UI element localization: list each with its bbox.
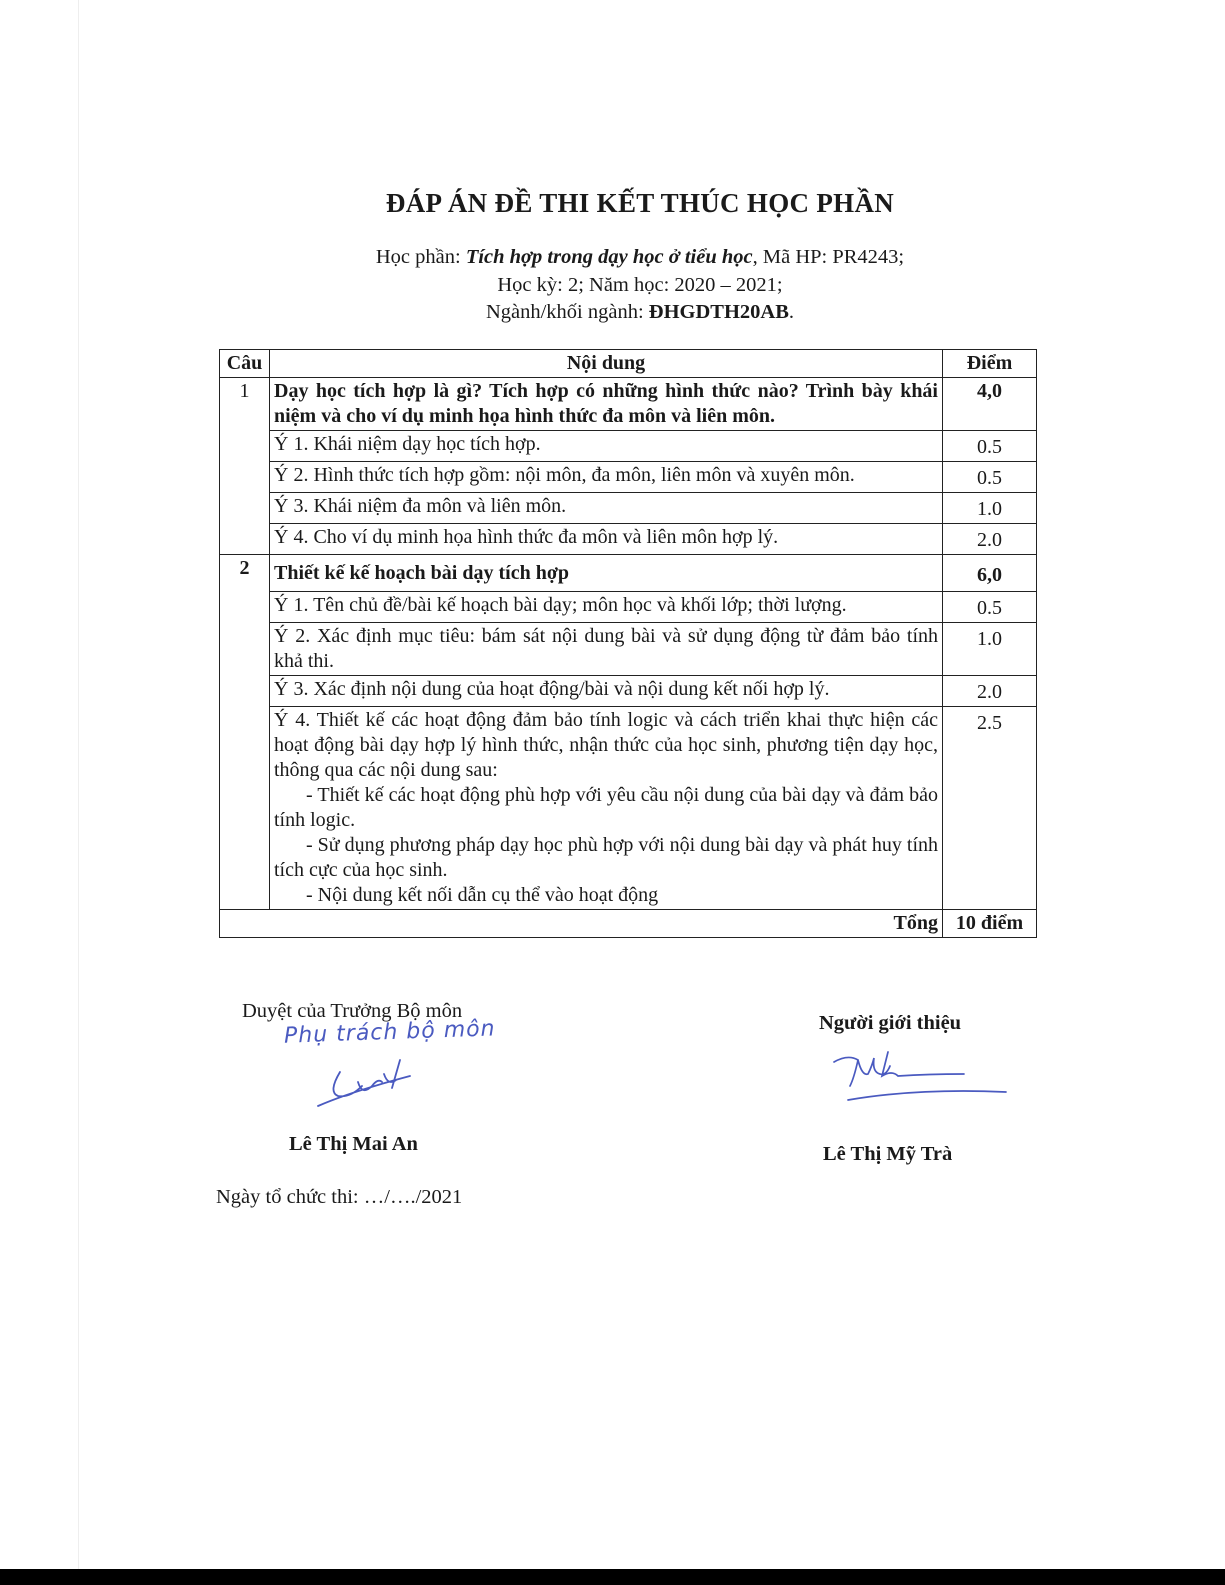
item-bullet: - Nội dung kết nối dẫn cụ thể vào hoạt động (306, 884, 659, 906)
exam-date: Ngày tổ chức thi: …/…./2021 (216, 1186, 463, 1208)
item-text: Ý 1. Tên chủ đề/bài kế hoạch bài dạy; môn học và khối lớp; thời lượng. (270, 592, 943, 623)
table-row (220, 493, 1037, 524)
item-score: 0.5 (943, 462, 1037, 493)
item-text: Ý 2. Hình thức tích hợp gồm: nội môn, đa môn, liên môn và xuyên môn. (270, 462, 943, 493)
question-score: 6,0 (943, 555, 1037, 592)
table-row (220, 378, 1037, 431)
total-label: Tổng (220, 910, 943, 938)
table-row (220, 462, 1037, 493)
table-header-row (220, 350, 1037, 378)
course-suffix: , Mã HP: PR4243; (752, 246, 905, 268)
item-score: 0.5 (943, 431, 1037, 462)
item-score: 0.5 (943, 592, 1037, 623)
table-row (220, 676, 1037, 707)
table-row (220, 524, 1037, 555)
item-text: Ý 4. Thiết kế các hoạt động đảm bảo tính logic và cách triển khai thực hiện các hoạt động bài dạy hợp lý hình thức, nhận thức của học sinh, phương tiện dạy học, thông qua các nội dung sau: (274, 709, 938, 781)
right-signer-name: Lê Thị Mỹ Trà (823, 1143, 953, 1165)
header-noi-dung: Nội dung (270, 350, 943, 378)
total-row (220, 910, 1037, 938)
major-prefix: Ngành/khối ngành: (485, 301, 649, 323)
scan-bottom-edge (0, 1569, 1225, 1585)
item-text: Ý 1. Khái niệm dạy học tích hợp. (270, 431, 943, 462)
right-signature-label: Người giới thiệu (819, 1012, 962, 1034)
table-row (220, 555, 1037, 592)
table-row (220, 623, 1037, 676)
table-row (220, 592, 1037, 623)
header-diem: Điểm (943, 350, 1037, 378)
item-text: Ý 4. Cho ví dụ minh họa hình thức đa môn và liên môn hợp lý. (270, 524, 943, 555)
course-name: Tích hợp trong dạy học ở tiểu học (465, 246, 753, 268)
document-title: ĐÁP ÁN ĐỀ THI KẾT THÚC HỌC PHẦN (385, 188, 895, 218)
left-signature-label: Duyệt của Trưởng Bộ môn (242, 1000, 463, 1022)
question-score: 4,0 (943, 378, 1037, 431)
item-score: 2.0 (943, 676, 1037, 707)
item-bullet: - Thiết kế các hoạt động phù hợp với yêu cầu nội dung của bài dạy và đảm bảo tính logic. (274, 784, 938, 831)
course-line (0, 246, 1225, 269)
item-text-block (270, 707, 943, 910)
item-score: 2.5 (943, 707, 1037, 910)
major-code: ĐHGDTH20AB (648, 301, 789, 323)
table-row (220, 431, 1037, 462)
item-score: 1.0 (943, 493, 1037, 524)
item-bullet: - Sử dụng phương pháp dạy học phù hợp với nội dung bài dạy và phát huy tính tích cực của học sinh. (274, 834, 938, 881)
header-cau: Câu (220, 350, 270, 378)
course-prefix: Học phần: (375, 246, 466, 268)
answer-table (219, 349, 1037, 938)
question-text: Thiết kế kế hoạch bài dạy tích hợp (270, 555, 943, 592)
item-text: Ý 3. Khái niệm đa môn và liên môn. (270, 493, 943, 524)
right-signature (828, 1048, 1008, 1104)
major-suffix: . (788, 301, 795, 323)
major-line (0, 301, 1225, 324)
left-signer-name: Lê Thị Mai An (289, 1133, 418, 1155)
item-text: Ý 2. Xác định mục tiêu: bám sát nội dung bài và sử dụng động từ đảm bảo tính khả thi. (270, 623, 943, 676)
term-line: Học kỳ: 2; Năm học: 2020 – 2021; (497, 274, 783, 296)
question-number: 2 (220, 555, 270, 910)
left-signature (310, 1052, 430, 1112)
handwritten-note: Phụ trách bộ môn (283, 1016, 496, 1049)
table-row (220, 707, 1037, 910)
item-score: 1.0 (943, 623, 1037, 676)
question-text: Dạy học tích hợp là gì? Tích hợp có những hình thức nào? Trình bày khái niệm và cho ví dụ minh họa hình thức đa môn và liên môn. (270, 378, 943, 431)
question-number: 1 (220, 378, 270, 555)
total-value: 10 điểm (943, 910, 1037, 938)
scan-edge (78, 0, 79, 1585)
item-score: 2.0 (943, 524, 1037, 555)
item-text: Ý 3. Xác định nội dung của hoạt động/bài và nội dung kết nối hợp lý. (270, 676, 943, 707)
